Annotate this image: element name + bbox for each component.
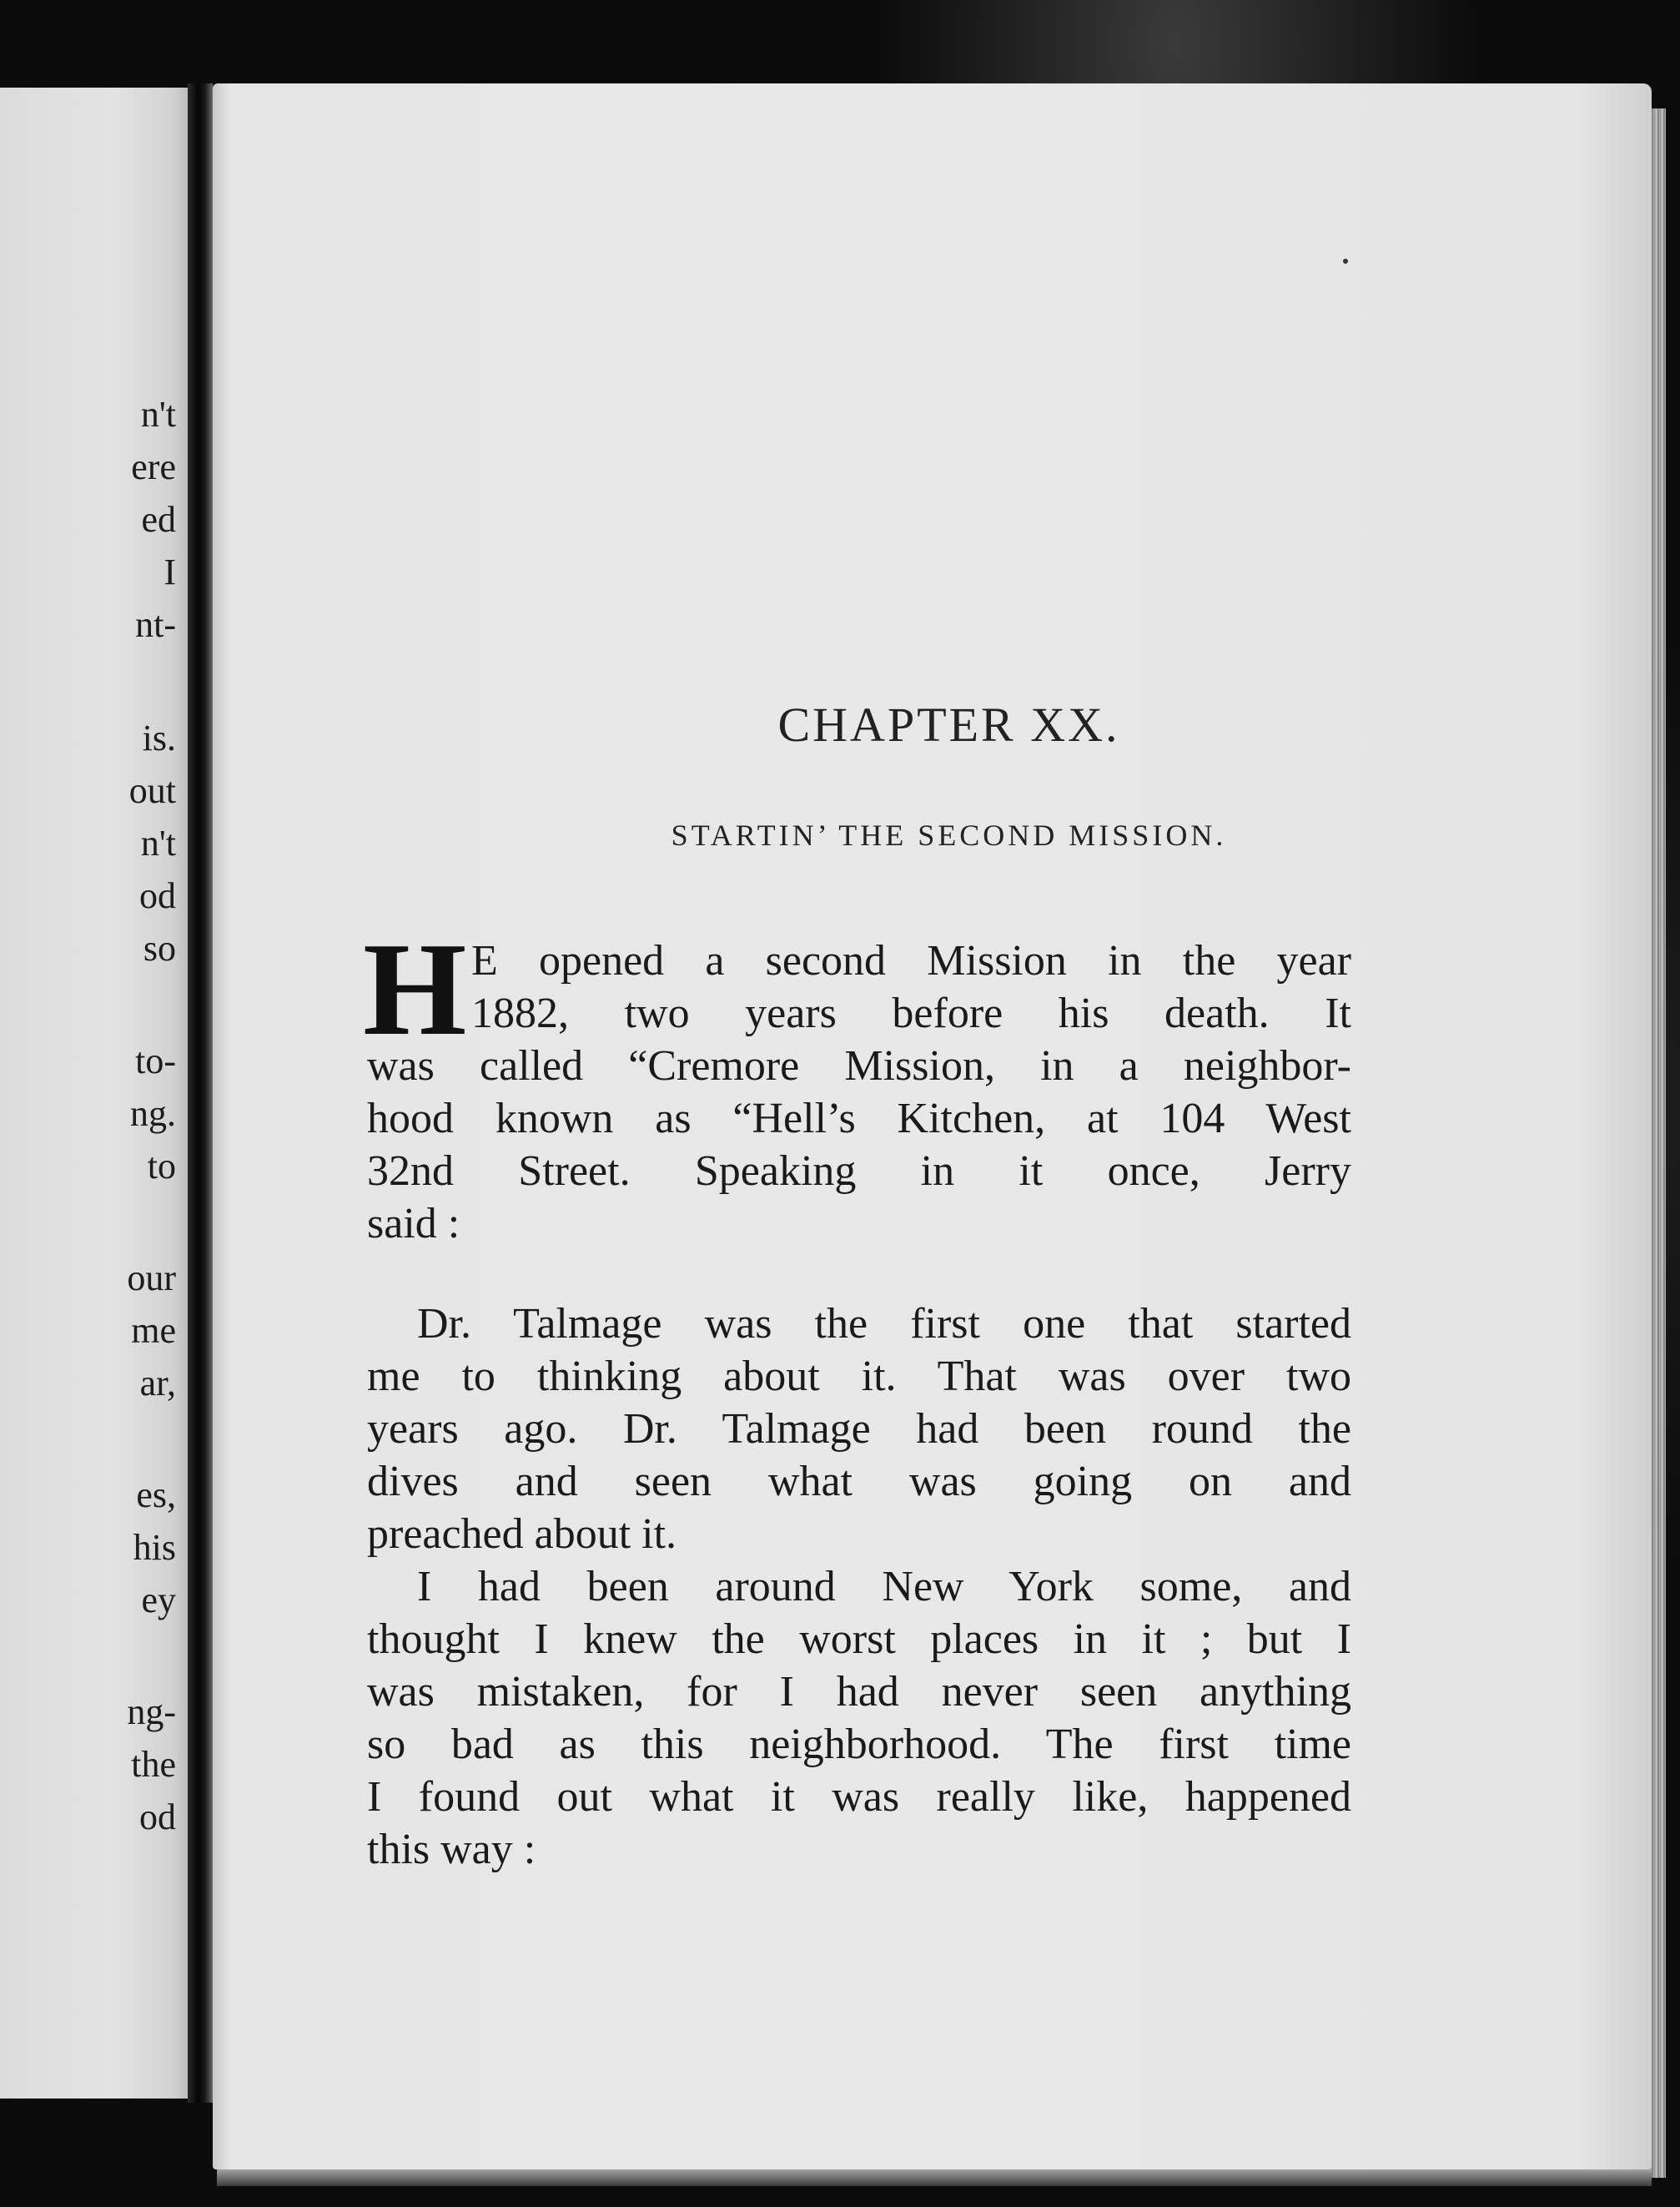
paragraph-line: was mistaken, for I had never seen anything bbox=[367, 1668, 1351, 1716]
scan-speck bbox=[1343, 259, 1348, 264]
book-page bbox=[213, 83, 1652, 2169]
left-page-fragment: nt- bbox=[135, 604, 176, 645]
paragraph-line: E opened a second Mission in the year bbox=[471, 937, 1351, 985]
paragraph-1 bbox=[367, 935, 1351, 1250]
left-page-fragment: to bbox=[147, 1146, 176, 1187]
paragraph-2 bbox=[367, 1297, 1351, 1560]
left-page-fragment: ere bbox=[131, 446, 176, 487]
chapter-title: CHAPTER XX. bbox=[777, 698, 1120, 752]
paragraph-line: said : bbox=[367, 1200, 460, 1247]
previous-page-fragment bbox=[0, 88, 188, 2099]
left-page-fragment: our bbox=[127, 1257, 176, 1298]
left-page-fragment: ng- bbox=[127, 1691, 176, 1732]
left-page-fragment: out bbox=[128, 770, 176, 811]
paragraph-line: dives and seen what was going on and bbox=[367, 1458, 1351, 1505]
left-page-fragment: ng. bbox=[130, 1093, 176, 1134]
paragraph-line: this way : bbox=[367, 1826, 536, 1873]
left-page-fragment: me bbox=[131, 1310, 176, 1351]
left-page-fragment: ed bbox=[141, 499, 176, 540]
book-gutter bbox=[188, 83, 213, 2103]
paragraph-line: Dr. Talmage was the first one that started bbox=[417, 1300, 1351, 1348]
left-page-fragment: od bbox=[139, 1796, 176, 1837]
left-page-fragment: es, bbox=[136, 1474, 176, 1515]
left-page-fragment: his bbox=[133, 1527, 176, 1568]
left-page-fragment: ar, bbox=[139, 1363, 176, 1403]
left-page-fragment: is. bbox=[142, 718, 176, 758]
paragraph-line: I found out what it was really like, happened bbox=[367, 1773, 1351, 1821]
left-page-fragment: so bbox=[143, 928, 176, 969]
chapter-subtitle: STARTIN’ THE SECOND MISSION. bbox=[671, 819, 1227, 852]
left-page-fragment: the bbox=[131, 1744, 176, 1785]
paragraph-line: me to thinking about it. That was over two bbox=[367, 1353, 1351, 1400]
paragraph-line: I had been around New York some, and bbox=[417, 1563, 1351, 1610]
left-page-fragment: n't bbox=[140, 823, 176, 864]
paragraph-line: 1882, two years before his death. It bbox=[471, 990, 1351, 1037]
left-page-fragment: od bbox=[139, 875, 176, 916]
paragraph-line: preached about it. bbox=[367, 1510, 677, 1558]
left-page-fragment: I bbox=[163, 552, 176, 592]
left-page-fragment: n't bbox=[140, 394, 176, 435]
left-page-fragment: ey bbox=[141, 1580, 176, 1620]
drop-cap: H bbox=[363, 915, 467, 1063]
paragraph-line: thought I knew the worst places in it ; but I bbox=[367, 1615, 1351, 1663]
paragraph-line: so bad as this neighborhood. The first time bbox=[367, 1721, 1351, 1768]
left-page-fragment: to- bbox=[135, 1041, 176, 1081]
paragraph-line: hood known as “Hell’s Kitchen, at 104 West bbox=[367, 1095, 1351, 1142]
paragraph-3 bbox=[367, 1560, 1351, 1876]
paragraph-line: was called “Cremore Mission, in a neighbor- bbox=[367, 1042, 1351, 1090]
paragraph-line: 32nd Street. Speaking in it once, Jerry bbox=[367, 1147, 1351, 1195]
paragraph-line: years ago. Dr. Talmage had been round the bbox=[367, 1405, 1351, 1453]
